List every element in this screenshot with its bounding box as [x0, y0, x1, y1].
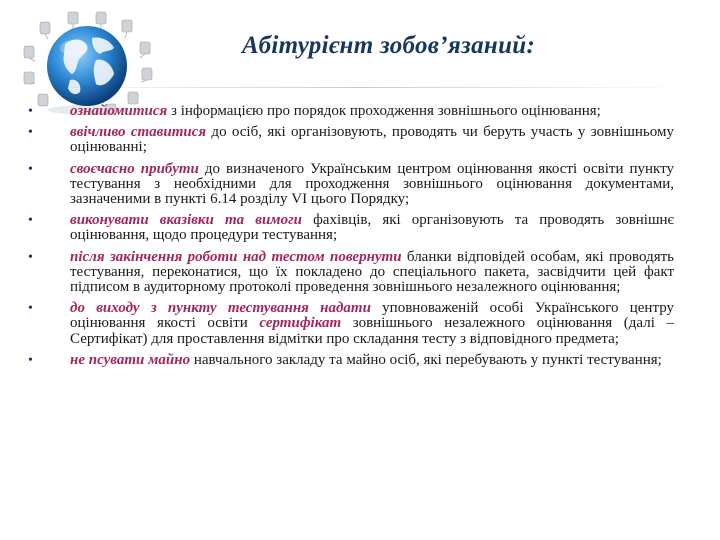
list-item-text: [70, 213, 674, 243]
list-item: [28, 250, 674, 296]
body-text: зовнішнього незалежного оцінювання (далі – Сертифікат) для проставлення відмітки про складання тесту з відповідного предмета;: [70, 315, 675, 347]
list-item-text: [70, 353, 674, 368]
bullet-icon: •: [28, 301, 33, 317]
list-item: [28, 104, 674, 119]
bullet-icon: •: [28, 352, 33, 368]
list-item: [28, 301, 674, 347]
list-item-text: [70, 250, 674, 296]
list-item: [28, 213, 674, 243]
body-text: уповноваженій особі Українського центру оцінювання якості освіти: [70, 300, 674, 332]
emphasis-text: ввічливо ставитися: [70, 124, 207, 141]
body-text: бланки відповідей особам, які проводять тестування, переконатися, що їх покладено до спеціального пакета, засвідчити цей факт підписом в аудиторному протоколі проведення зовнішнього незалежного оцінювання;: [70, 248, 674, 296]
emphasis-text: виконувати вказівки та вимоги: [70, 212, 302, 229]
list-item: [28, 162, 674, 208]
list-item: [28, 353, 674, 368]
bullet-icon: •: [28, 104, 33, 119]
slide-title: Абітурієнт зобов’язаний:: [242, 32, 536, 59]
list-item: [28, 125, 674, 155]
list-item-text: [70, 125, 674, 155]
body-text: фахівців, які організовують та проводять зовнішнє оцінювання, щодо процедури тестування;: [70, 212, 674, 244]
bullet-icon: •: [28, 161, 33, 177]
emphasis-text: ознайомитися: [70, 103, 168, 119]
emphasis-text: до виходу з пункту тестування надати: [70, 300, 371, 317]
bullet-icon: •: [28, 249, 33, 265]
body-text: навчального закладу та майно осіб, які перебувають у пункті тестування;: [190, 351, 662, 368]
emphasis-text: після закінчення роботи над тестом повернути: [70, 248, 402, 265]
body-text: з інформацією про порядок проходження зовнішнього оцінювання;: [167, 103, 601, 119]
body-text: до осіб, які організовують, проводять чи беруть участь у зовнішньому оцінюванні;: [70, 124, 674, 156]
body-text: до визначеного Українським центром оцінювання якості освіти пункту тестування з необхідними для проходження зовнішнього оцінювання документами, зазначеними в пункті 6.14 розділу VI цього Порядку;: [70, 160, 674, 208]
bullet-icon: •: [28, 125, 33, 141]
emphasis-text-certificate: сертифікат: [259, 315, 342, 332]
list-item-text: [70, 301, 674, 347]
emphasis-text: своєчасно прибути: [70, 160, 199, 177]
list-item-text: [70, 104, 674, 119]
title-divider: [30, 87, 690, 88]
bullet-icon: •: [28, 213, 33, 229]
list-item-text: [70, 162, 674, 208]
emphasis-text: не псувати майно: [70, 351, 191, 368]
duties-list: [28, 104, 674, 374]
